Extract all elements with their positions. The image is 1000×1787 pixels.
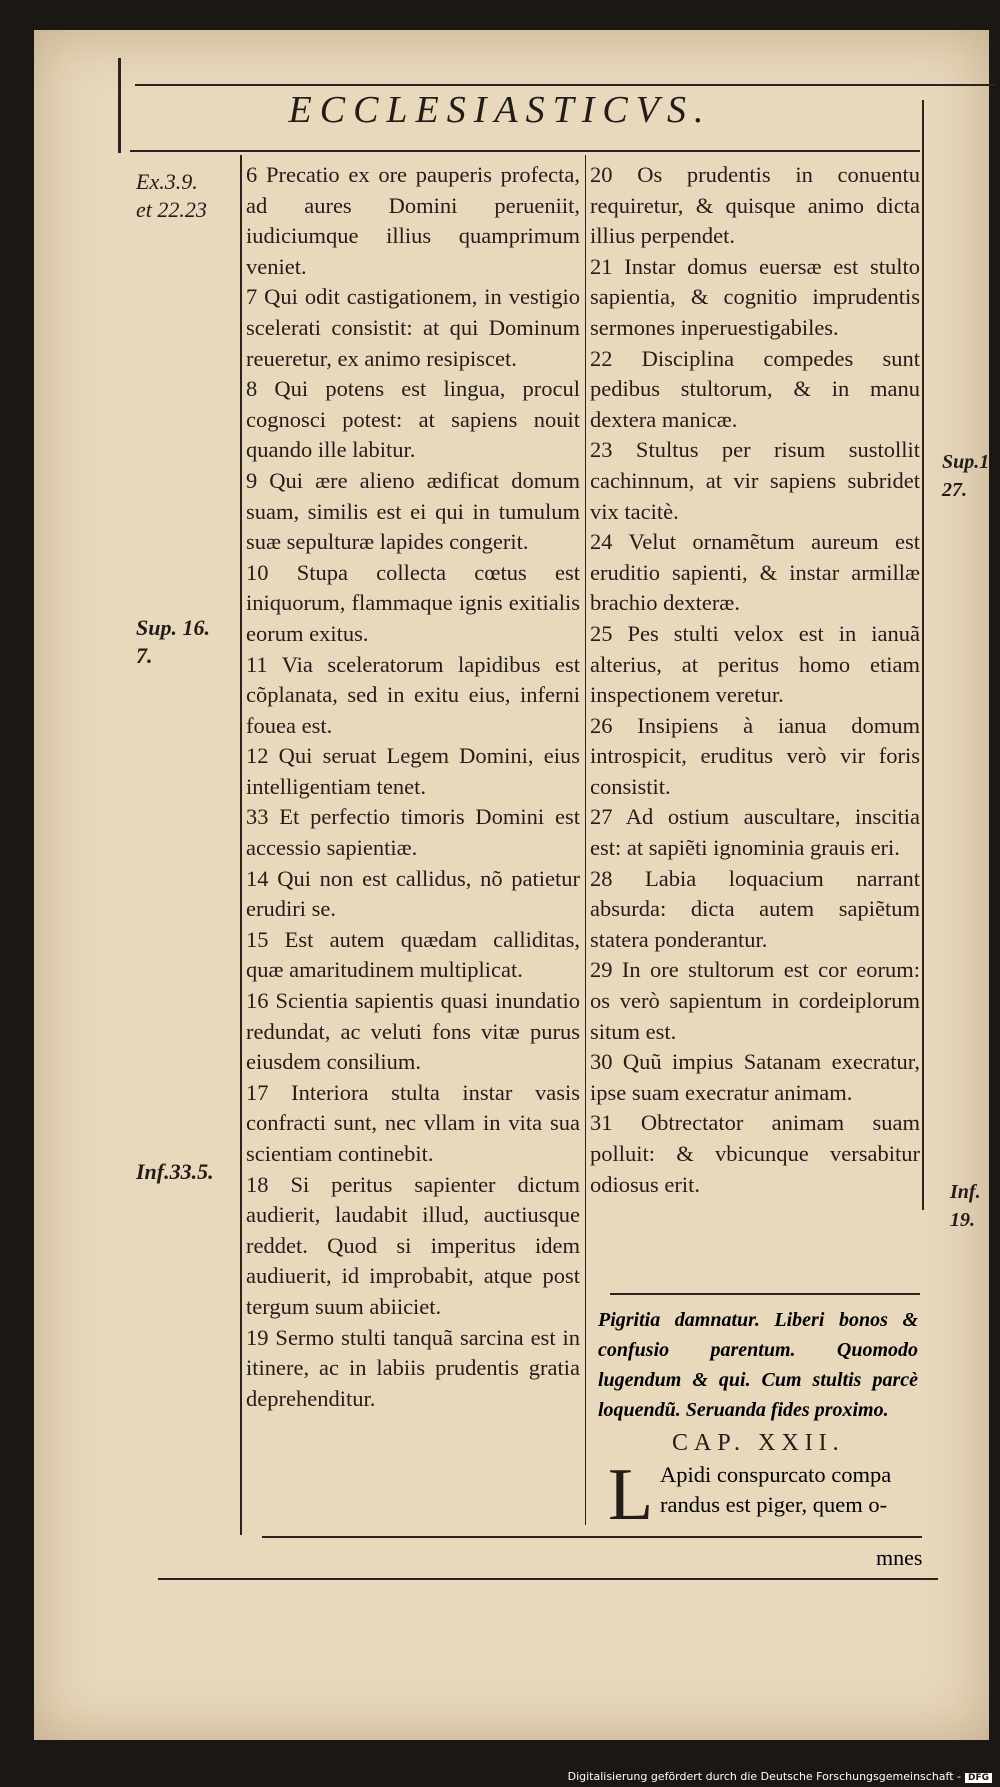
margin-note-sup-line2: 7. bbox=[136, 643, 153, 668]
verse-16: 16 Scientia sapientis quasi inundatio redundat, ac veluti fons vitæ purus eiusdem consilium. bbox=[246, 988, 580, 1075]
chapter-opening-text bbox=[660, 1460, 922, 1520]
verse-30: 30 Quũ impius Satanam execratur, ipse suam execratur animam. bbox=[590, 1049, 920, 1105]
chapter-summary: Pigritia damnatur. Liberi bonos & confusio parentum. Quomodo lugendum & qui. Cum stultis parcè loquendũ. Seruanda fides proximo. bbox=[598, 1309, 918, 1421]
column-divider-rule bbox=[585, 155, 586, 1525]
verse-9: 9 Qui ære alieno ædificat domum suam, similis est ei qui in tumulum suæ sepulturæ lapides congerit. bbox=[246, 467, 580, 555]
digitization-footer bbox=[568, 1770, 992, 1783]
right-margin-note-inf bbox=[950, 1178, 981, 1234]
verse-24: 24 Velut ornamẽtum aureum est eruditio sapienti, & instar armillæ brachio dexteræ. bbox=[590, 529, 920, 616]
dfg-logo: DFG bbox=[965, 1773, 992, 1783]
opening-line-1: Apidi conspurcato compa bbox=[660, 1462, 892, 1487]
margin-note-sup-line1: Sup. 16. bbox=[136, 615, 210, 640]
verse-13: 33 Et perfectio timoris Domini est accessio sapientiæ. bbox=[246, 804, 580, 861]
verse-6: 6 Precatio ex ore pauperis profecta, ad aures Domini perueniit, iudiciumque illius quamprimum veniet. bbox=[246, 162, 580, 279]
catchword: mnes bbox=[876, 1545, 923, 1570]
verse-29: 29 In ore stultorum est cor eorum: os verò sapientum in cordeiplorum situm est. bbox=[590, 957, 920, 1044]
verse-11: 11 Via sceleratorum lapidibus est cõplanata, sed in exitu eius, inferni fouea est. bbox=[246, 651, 580, 738]
verse-17: 17 Interiora stulta instar vasis confracti sunt, nec vllam in vita sua scientiam continebit. bbox=[246, 1079, 580, 1166]
verse-23: 23 Stultus per risum sustollit cachinnum, at vir sapiens subridet vix tacitè. bbox=[590, 437, 920, 524]
top-rule bbox=[135, 84, 995, 86]
right-text-column bbox=[590, 160, 920, 1200]
verse-27: 27 Ad ostium auscultare, inscitia est: at sapiẽti ignominia grauis eri. bbox=[590, 804, 920, 861]
page-bottom-rule bbox=[158, 1578, 938, 1580]
footer-text: Digitalisierung gefördert durch die Deutsche Forschungsgemeinschaft - bbox=[567, 1770, 961, 1783]
verse-12: 12 Qui seruat Legem Domini, eius intelligentiam tenet. bbox=[246, 743, 580, 799]
column-left-rule bbox=[240, 155, 242, 1535]
verse-31: 31 Obtrectator animam suam polluit: & vbicunque versabitur odiosus erit. bbox=[590, 1110, 920, 1197]
margin-note-ex-line1: Ex.3.9. bbox=[136, 169, 198, 194]
margin-note-ex-line2: et 22.23 bbox=[136, 197, 207, 222]
verse-7: 7 Qui odit castigationem, in vestigio scelerati consistit: at qui Dominum reueretur, ex animo resipiscet. bbox=[246, 284, 580, 371]
verse-15: 15 Est autem quædam calliditas, quæ amaritudinem multiplicat. bbox=[246, 926, 580, 983]
verse-28: 28 Labia loquacium narrant absurda: dicta autem sapiẽtum statera ponderantur. bbox=[590, 865, 920, 952]
verse-19: 19 Sermo stulti tanquã sarcina est in itinere, ac in labiis prudentis gratia deprehenditur. bbox=[246, 1324, 580, 1411]
verse-22: 22 Disciplina compedes sunt pedibus stultorum, & in manu dextera manicæ. bbox=[590, 345, 920, 432]
header-right-rule bbox=[922, 100, 924, 1210]
margin-note-ex bbox=[136, 168, 207, 224]
right-margin-note-sup bbox=[942, 448, 989, 504]
opening-line-2: randus est piger, quem o- bbox=[660, 1492, 888, 1517]
margin-note-inf bbox=[136, 1158, 214, 1186]
right-margin-note-sup-line1: Sup.1 bbox=[942, 451, 990, 473]
verse-21: 21 Instar domus euersæ est stulto sapientia, & cognitio imprudentis sermones inperuestigabiles. bbox=[590, 253, 920, 340]
bottom-rule bbox=[262, 1536, 922, 1538]
verse-10: 10 Stupa collecta cœtus est iniquorum, flammaque ignis exitialis eorum exitus. bbox=[246, 559, 580, 646]
right-margin-note-sup-line2: 27. bbox=[942, 479, 967, 501]
summary-separator bbox=[610, 1293, 920, 1295]
right-margin-note-inf-line2: 19. bbox=[950, 1209, 975, 1231]
drop-cap: L bbox=[608, 1454, 654, 1536]
verse-8: 8 Qui potens est lingua, procul cognosci potest: at sapiens nouit quando ille labitur. bbox=[246, 376, 580, 463]
left-text-column bbox=[246, 160, 580, 1414]
verse-20: 20 Os prudentis in conuentu requiretur, & quisque animo dicta illius perpendet. bbox=[590, 162, 920, 249]
running-head: ECCLESIASTICVS. bbox=[288, 89, 712, 131]
right-margin-note-inf-line1: Inf. bbox=[950, 1181, 981, 1203]
margin-note-inf-line1: Inf.33.5. bbox=[136, 1159, 214, 1184]
verse-26: 26 Insipiens à ianua domum introspicit, eruditus verò vir foris consistit. bbox=[590, 712, 920, 799]
header-underline bbox=[130, 150, 920, 152]
verse-14: 14 Qui non est callidus, nõ patietur erudiri se. bbox=[246, 865, 580, 922]
margin-note-sup bbox=[136, 614, 210, 670]
verse-18: 18 Si peritus sapienter dictum audierit, laudabit illud, auctiusque reddet. Quod si imperitus idem audiuerit, id improbabit, atque post tergum suum abiiciet. bbox=[246, 1171, 580, 1319]
chapter-heading: CAP. XXII. bbox=[672, 1430, 845, 1456]
verse-25: 25 Pes stulti velox est in ianuã alterius, at peritus homo etiam inspectionem veretur. bbox=[590, 620, 920, 708]
